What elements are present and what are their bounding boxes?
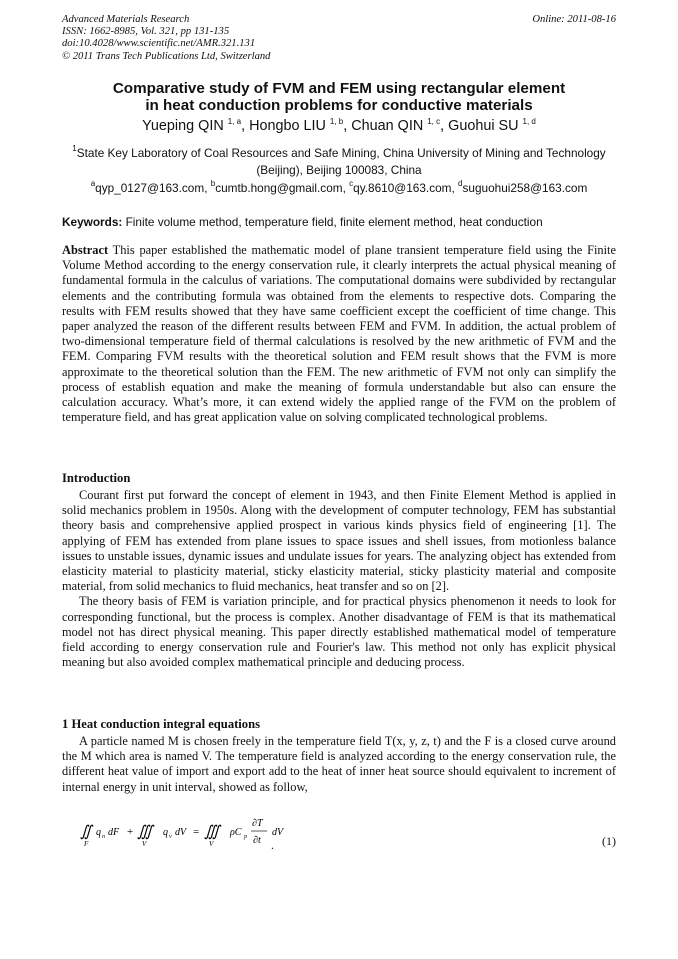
email-sup: b — [210, 179, 216, 188]
svg-text:ρC: ρC — [230, 827, 242, 838]
copyright-line: © 2011 Trans Tech Publications Ltd, Switzerland — [62, 50, 271, 62]
affiliation-text: State Key Laboratory of Coal Resources and Safe Mining, China University of Mining and Technology (Beijing), Beijing 100083, China — [76, 146, 606, 177]
keywords-text: Finite volume method, temperature field, finite element method, heat conduction — [125, 215, 543, 229]
introduction-paragraph-1: Courant first put forward the concept of element in 1943, and then Finite Element Method is applied in solid mechanics problem in 1950s. Along with the development of computer technology, FEM has substantial theory basis and comprehensive applied prospect in various kinds physics field of engineering [1]. The applying of FEM has extended from plane issues to space issues and shell issues, from motionless balance issues to unstable issues, dynamic issues and undulate issues for years. The analyzing object has extended from elasticity material to plasticity material, sticky elasticity material, sticky plasticity material and composite material, from solid mechanics to fluid mechanics, heat transfer and so on [2]. — [62, 488, 616, 594]
section-1-heading: 1 Heat conduction integral equations — [62, 717, 261, 731]
equation-period: . — [271, 838, 274, 852]
title-line-2: in heat conduction problems for conductive materials — [145, 97, 533, 114]
affiliation — [62, 145, 616, 179]
author-list: Yueping QIN $^{1, a}$, Hongbo LIU $^{1, b}$, Chuan QIN $^{1, c}$, Guohui SU $^{1, d}$ — [142, 117, 536, 134]
author-sup: 1, d — [522, 117, 536, 126]
author-sup: 1, c — [427, 117, 441, 126]
svg-text:v: v — [169, 834, 172, 840]
keywords-label: Keywords: — [62, 215, 123, 229]
title-line-1: Comparative study of FVM and FEM using rectangular element — [112, 80, 566, 97]
issn-line: ISSN: 1662-8985, Vol. 321, pp 131-135 — [62, 26, 230, 38]
svg-text:dV: dV — [272, 827, 284, 838]
email-address: suguohui258@163.com — [462, 181, 588, 195]
equation-surface-integral — [80, 824, 120, 848]
email-sup: d — [458, 179, 463, 188]
email-sup: a — [90, 179, 96, 188]
svg-text:q: q — [163, 827, 168, 838]
svg-text:p: p — [244, 834, 247, 840]
online-date: Online: 2011-08-16 — [532, 14, 616, 25]
doi-line: doi:10.4028/www.scientific.net/AMR.321.131 — [62, 38, 256, 50]
svg-text:n: n — [102, 834, 105, 840]
svg-text:dF: dF — [108, 827, 120, 838]
abstract — [62, 243, 616, 425]
author-sup: 1, a — [227, 117, 242, 126]
svg-text:∂T: ∂T — [252, 818, 263, 829]
introduction-paragraph-2: The theory basis of FEM is variation principle, and for practical physics phenomenon it needs to look for corresponding functional, but the process is complex. Another disadvantage of FEM is that its mathematical model not has direct physical meaning. This paper directly established mathematical model of temperature field according to energy conservation rule and Fourier's law. This method not only has explicit physical meaning but also avoided complex mathematical principle and deducing process. — [62, 594, 616, 670]
svg-text:V: V — [142, 840, 147, 848]
svg-text:F: F — [84, 840, 89, 848]
svg-text:∬: ∬ — [80, 824, 92, 840]
author-sup: 1, b — [329, 117, 344, 126]
equation-number: (1) — [602, 834, 616, 848]
email-address: qyp_0127@163.com — [95, 181, 205, 195]
svg-text:q: q — [96, 827, 101, 838]
abstract-label: Abstract — [62, 243, 109, 257]
email-address: qy.8610@163.com — [353, 181, 452, 195]
equation-plus: + — [127, 826, 134, 838]
journal-header — [62, 14, 270, 63]
equation-equals: = — [193, 826, 200, 838]
journal-name: Advanced Materials Research — [62, 14, 190, 25]
svg-text:∂t: ∂t — [253, 835, 261, 846]
introduction-body — [62, 488, 616, 670]
author-name: Yueping QIN — [142, 118, 224, 134]
introduction-heading: Introduction — [62, 471, 131, 485]
svg-text:∭: ∭ — [137, 824, 153, 840]
svg-text:V: V — [209, 840, 214, 848]
author-name: Chuan QIN — [351, 118, 424, 134]
equation-volume-integral-source — [137, 824, 188, 848]
section-1-body — [62, 734, 616, 795]
email-list: $^a$qyp_0127@163.com, $^b$cumtb.hong@gmail.com, $^c$qy.8610@163.com, $^d$suguohui258@163.com — [90, 179, 588, 195]
paper-title — [62, 80, 616, 114]
abstract-text: This paper established the mathematic model of plane transient temperature field using the Finite Volume Method according to the energy conservation rule, it clearly interprets the actual physical meaning of fundamental formula in the calculus of variations. The computational domains were subdivided by rectangular elements and the contributing formula was obtained from the elements to respective dots. Comparing the results with FEM results showed that they have same coefficient except the coefficient of time change. This paper analyzed the reason of the different results between FEM and FVM. In addition, the actual problem of two-dimensional temperature field of thermal calculations is resolved by the new arithmetic of FVM and the FEM. Comparing FVM results with the theoretical solution and FEM result shows that the FVM is more approximate to the theoretical solution than the FEM. The new arithmetic of FVM not only can simplify the process of establish equation and make the meaning of formula understandable but also can ensure the calculation accuracy. What’s more, it can extend widely the applied range of the FVM on the problem of temperature field, and has great application value on solving complicated technological problems. — [62, 243, 616, 425]
svg-text:dV: dV — [175, 827, 187, 838]
svg-text:∭: ∭ — [204, 824, 220, 840]
keywords — [62, 214, 622, 230]
email-address: cumtb.hong@gmail.com — [215, 181, 343, 195]
author-name: Guohui SU — [448, 118, 519, 134]
section-1-paragraph-1: A particle named M is chosen freely in the temperature field T(x, y, z, t) and the F is a closed curve around the M which area is named V. The temperature field is analyzed according to the energy conservation rule, the different heat value of import and export add to the heat of inner heat source should equivalent to increment of internal energy in unit interval, showed as follow, — [62, 734, 616, 794]
author-name: Hongbo LIU — [249, 118, 326, 134]
equation-1 — [80, 812, 620, 852]
email-sup: c — [349, 179, 354, 188]
affiliation-sup: 1 — [72, 144, 77, 153]
